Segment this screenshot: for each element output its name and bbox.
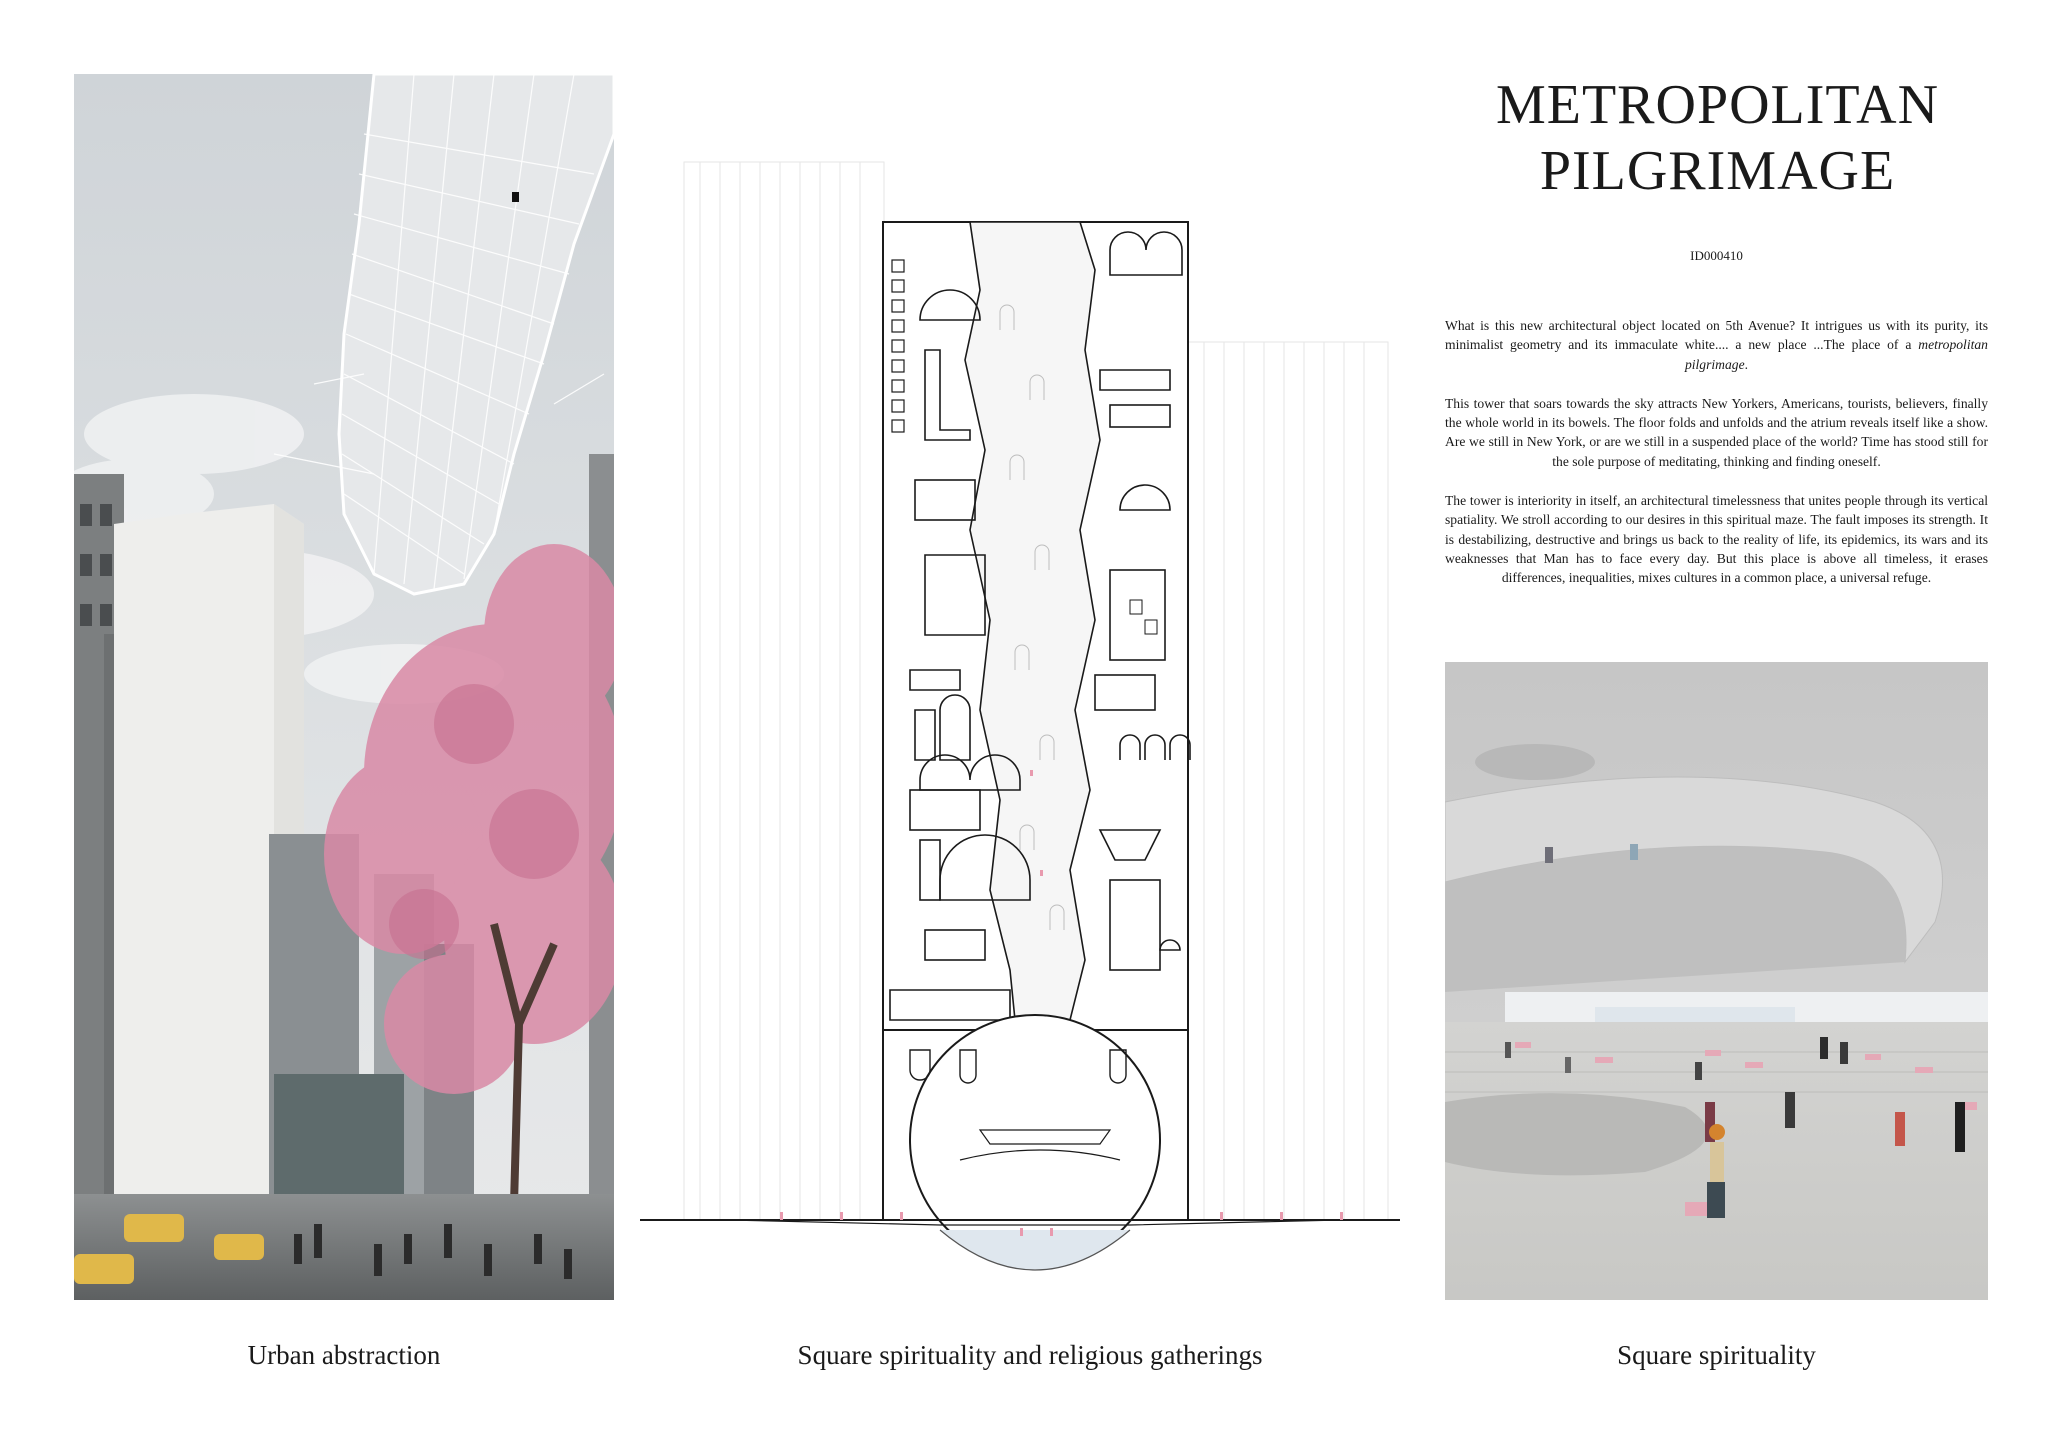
paragraph-1-emphasis: metropolitan pilgrimage xyxy=(1684,337,1988,372)
paragraph-3: The tower is interiority in itself, an architectural timelessness that unites people through its vertical spatiality. We stroll according to our desires in this spiritual maze. The fault imposes its strength. It is destabilizing, destructive and brings us back to the reality of life, its epidemics, its wars and its weaknesses that Man has to face every day. But this place is above all timeless, it erases differences, inequalities, mixes cultures in a common place, a universal refuge. xyxy=(1445,493,1988,586)
title-line-2: PILGRIMAGE xyxy=(1539,140,1896,203)
paragraph-2: This tower that soars towards the sky attracts New Yorkers, Americans, tourists, believers, finally the whole world in its bowels. The floor folds and unfolds and the atrium reveals itself like a show. Are we still in New York, or are we still in a suspended place of the world? Time has stood still for the sole purpose of meditating, thinking and finding oneself. xyxy=(1445,395,1988,469)
tower-section-drawing xyxy=(640,150,1400,1310)
caption-urban-abstraction: Urban abstraction xyxy=(247,1340,441,1370)
description-text xyxy=(1445,316,1988,608)
page-title xyxy=(1400,72,2035,204)
caption-section: Square spirituality and religious gatherings xyxy=(797,1340,1263,1370)
caption-interior: Square spirituality xyxy=(1617,1340,1816,1370)
title-line-1: METROPOLITAN xyxy=(1495,74,1940,136)
urban-abstraction-image xyxy=(74,74,614,1300)
paragraph-1-text: What is this new architectural object located on 5th Avenue? It intrigues us with its purity, its minimalist geometry and its immaculate white.... a new place ...The place of a xyxy=(1445,318,1988,353)
interior-render-image xyxy=(1445,662,1988,1300)
project-id: ID000410 xyxy=(1690,248,1743,263)
paragraph-1 xyxy=(1445,316,1988,374)
paragraph-1-end: . xyxy=(1744,356,1749,372)
